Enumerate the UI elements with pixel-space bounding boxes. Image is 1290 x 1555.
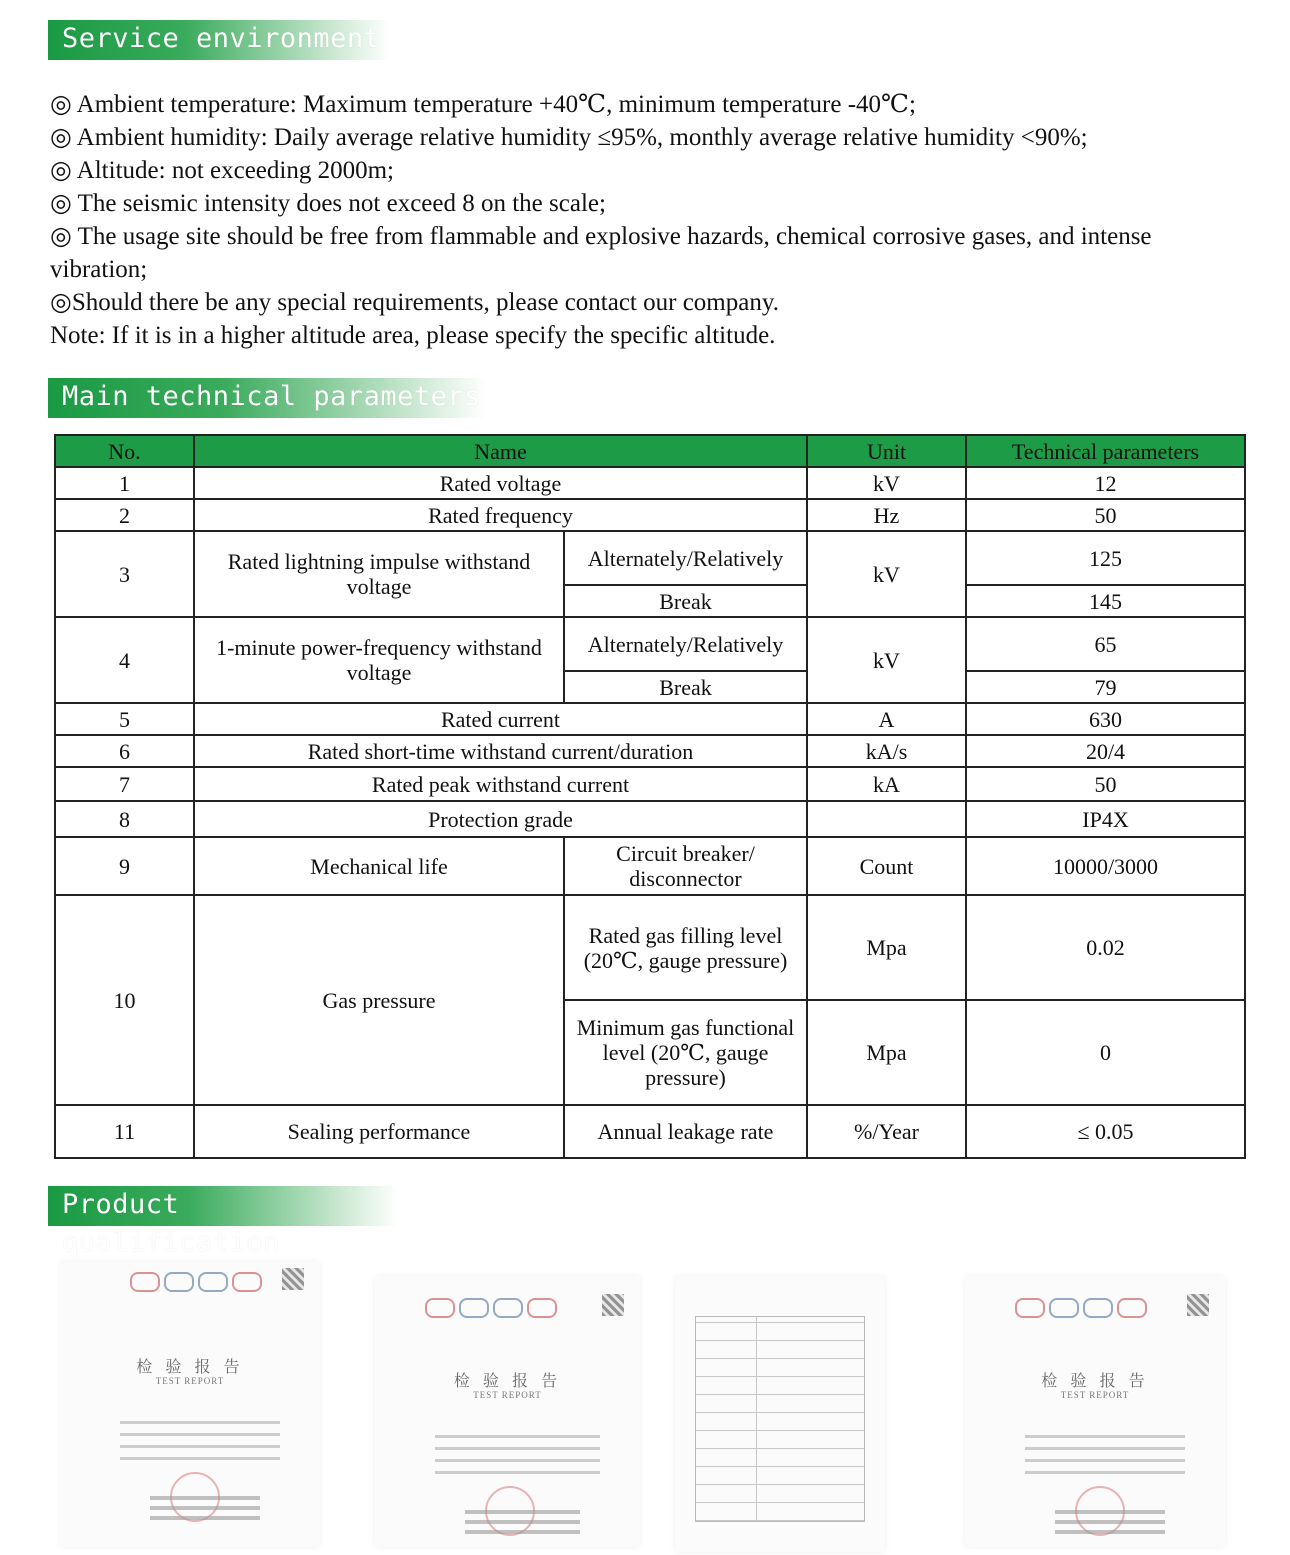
certificate-fields <box>120 1412 280 1469</box>
cell-subitem: Minimum gas functional level (20℃, gauge pressure) <box>564 1000 807 1105</box>
service-environment-list <box>50 88 1250 352</box>
header-no: No. <box>55 435 194 467</box>
cell-value: 20/4 <box>966 735 1245 767</box>
accreditation-logos-icon <box>1015 1298 1185 1322</box>
cell-unit: kV <box>807 467 966 499</box>
cell-name: 1-minute power-frequency withstand voltage <box>194 617 564 703</box>
accreditation-logos-icon <box>425 1298 595 1322</box>
header-name: Name <box>194 435 807 467</box>
cell-value: 0 <box>966 1000 1245 1105</box>
certificate-image <box>375 1276 640 1547</box>
env-line: ◎Should there be any special requirements, please contact our company. <box>50 289 779 316</box>
cell-value: 10000/3000 <box>966 837 1245 895</box>
cell-name: Sealing performance <box>194 1105 564 1158</box>
accreditation-logos-icon <box>130 1272 300 1296</box>
cell-unit: kV <box>807 531 966 617</box>
cell-subitem: Break <box>564 671 807 703</box>
section-title: Service environment <box>62 23 381 54</box>
cell-value: 630 <box>966 703 1245 735</box>
certificate-gallery <box>60 1262 1250 1552</box>
certificate-image <box>965 1276 1225 1547</box>
cell-subitem: Circuit breaker/ disconnector <box>564 837 807 895</box>
cell-subitem: Rated gas filling level (20℃, gauge pressure) <box>564 895 807 1000</box>
table-row <box>55 895 1245 1000</box>
cell-unit: Count <box>807 837 966 895</box>
certificate-title: 检 验 报 告 <box>453 1371 562 1390</box>
cell-no: 11 <box>55 1105 194 1158</box>
cell-subitem: Break <box>564 585 807 617</box>
certificate-title: 检 验 报 告 <box>136 1357 244 1376</box>
certificate-subtitle: TEST REPORT <box>155 1376 225 1386</box>
cell-unit: kA <box>807 767 966 801</box>
cell-no: 7 <box>55 767 194 801</box>
table-row <box>55 767 1245 801</box>
cell-name: Rated peak withstand current <box>194 767 807 801</box>
certificate-footer <box>465 1504 580 1540</box>
certificate-fields <box>1025 1426 1185 1483</box>
header-unit: Unit <box>807 435 966 467</box>
certificate-footer <box>1055 1504 1165 1540</box>
cell-subitem: Annual leakage rate <box>564 1105 807 1158</box>
cell-unit: Hz <box>807 499 966 531</box>
cell-unit: kA/s <box>807 735 966 767</box>
cell-name: Rated short-time withstand current/duration <box>194 735 807 767</box>
cell-no: 10 <box>55 895 194 1105</box>
cell-value: 0.02 <box>966 895 1245 1000</box>
cell-no: 8 <box>55 801 194 837</box>
cell-unit <box>807 801 966 837</box>
table-row <box>55 703 1245 735</box>
cell-unit: A <box>807 703 966 735</box>
table-row <box>55 499 1245 531</box>
cell-value: 145 <box>966 585 1245 617</box>
env-line: ◎ Ambient temperature: Maximum temperature +40℃, minimum temperature -40℃; <box>50 91 916 118</box>
qr-code-icon <box>1187 1294 1209 1316</box>
cell-value: IP4X <box>966 801 1245 837</box>
cell-no: 4 <box>55 617 194 703</box>
cell-value: 12 <box>966 467 1245 499</box>
technical-parameters-table <box>54 434 1246 1159</box>
table-row <box>55 735 1245 767</box>
cell-value: 65 <box>966 617 1245 671</box>
table-row <box>55 531 1245 585</box>
cell-name: Protection grade <box>194 801 807 837</box>
table-row <box>55 617 1245 671</box>
section-title: Main technical parameters <box>62 381 481 412</box>
cell-subitem: Alternately/Relatively <box>564 617 807 671</box>
certificate-fields <box>435 1426 600 1483</box>
table-row <box>55 837 1245 895</box>
qr-code-icon <box>602 1294 624 1316</box>
env-line: ◎ Ambient humidity: Daily average relative humidity ≤95%, monthly average relative humidity <90%; <box>50 124 1088 151</box>
section-banner-main-parameters <box>48 378 486 418</box>
env-line: ◎ Altitude: not exceeding 2000m; <box>50 157 394 184</box>
cell-unit: kV <box>807 617 966 703</box>
env-line: ◎ The seismic intensity does not exceed 8 on the scale; <box>50 190 606 217</box>
cell-unit: Mpa <box>807 1000 966 1105</box>
table-row <box>55 467 1245 499</box>
cell-no: 3 <box>55 531 194 617</box>
cell-no: 6 <box>55 735 194 767</box>
qr-code-icon <box>282 1268 304 1290</box>
table-header-row <box>55 435 1245 467</box>
cell-value: 125 <box>966 531 1245 585</box>
section-banner-product-qualification <box>48 1186 398 1258</box>
certificate-subtitle: TEST REPORT <box>1060 1390 1130 1400</box>
cell-no: 5 <box>55 703 194 735</box>
cell-value: ≤ 0.05 <box>966 1105 1245 1158</box>
certificate-subtitle: TEST REPORT <box>473 1390 542 1400</box>
cell-name: Rated frequency <box>194 499 807 531</box>
cell-name: Mechanical life <box>194 837 564 895</box>
cell-no: 2 <box>55 499 194 531</box>
cell-value: 79 <box>966 671 1245 703</box>
env-note: Note: If it is in a higher altitude area, please specify the specific altitude. <box>50 322 776 349</box>
section-title: Product qualification <box>62 1189 280 1258</box>
certificate-title: 检 验 报 告 <box>1041 1371 1149 1390</box>
header-params: Technical parameters <box>966 435 1245 467</box>
cell-unit: Mpa <box>807 895 966 1000</box>
certificate-footer <box>150 1490 260 1526</box>
cell-name: Gas pressure <box>194 895 564 1105</box>
env-line: ◎ The usage site should be free from flammable and explosive hazards, chemical corrosive gases, and intense vibration; <box>50 223 1152 283</box>
cell-name: Rated current <box>194 703 807 735</box>
cell-no: 9 <box>55 837 194 895</box>
table-row <box>55 1105 1245 1158</box>
certificate-image <box>60 1262 320 1547</box>
cell-unit: %/Year <box>807 1105 966 1158</box>
section-banner-service-environment <box>48 20 390 60</box>
cell-name: Rated lightning impulse withstand voltage <box>194 531 564 617</box>
certificate-image <box>675 1276 885 1552</box>
table-row <box>55 801 1245 837</box>
cell-name: Rated voltage <box>194 467 807 499</box>
cell-value: 50 <box>966 767 1245 801</box>
cell-value: 50 <box>966 499 1245 531</box>
cell-subitem: Alternately/Relatively <box>564 531 807 585</box>
cell-no: 1 <box>55 467 194 499</box>
report-table-grid <box>695 1316 865 1522</box>
